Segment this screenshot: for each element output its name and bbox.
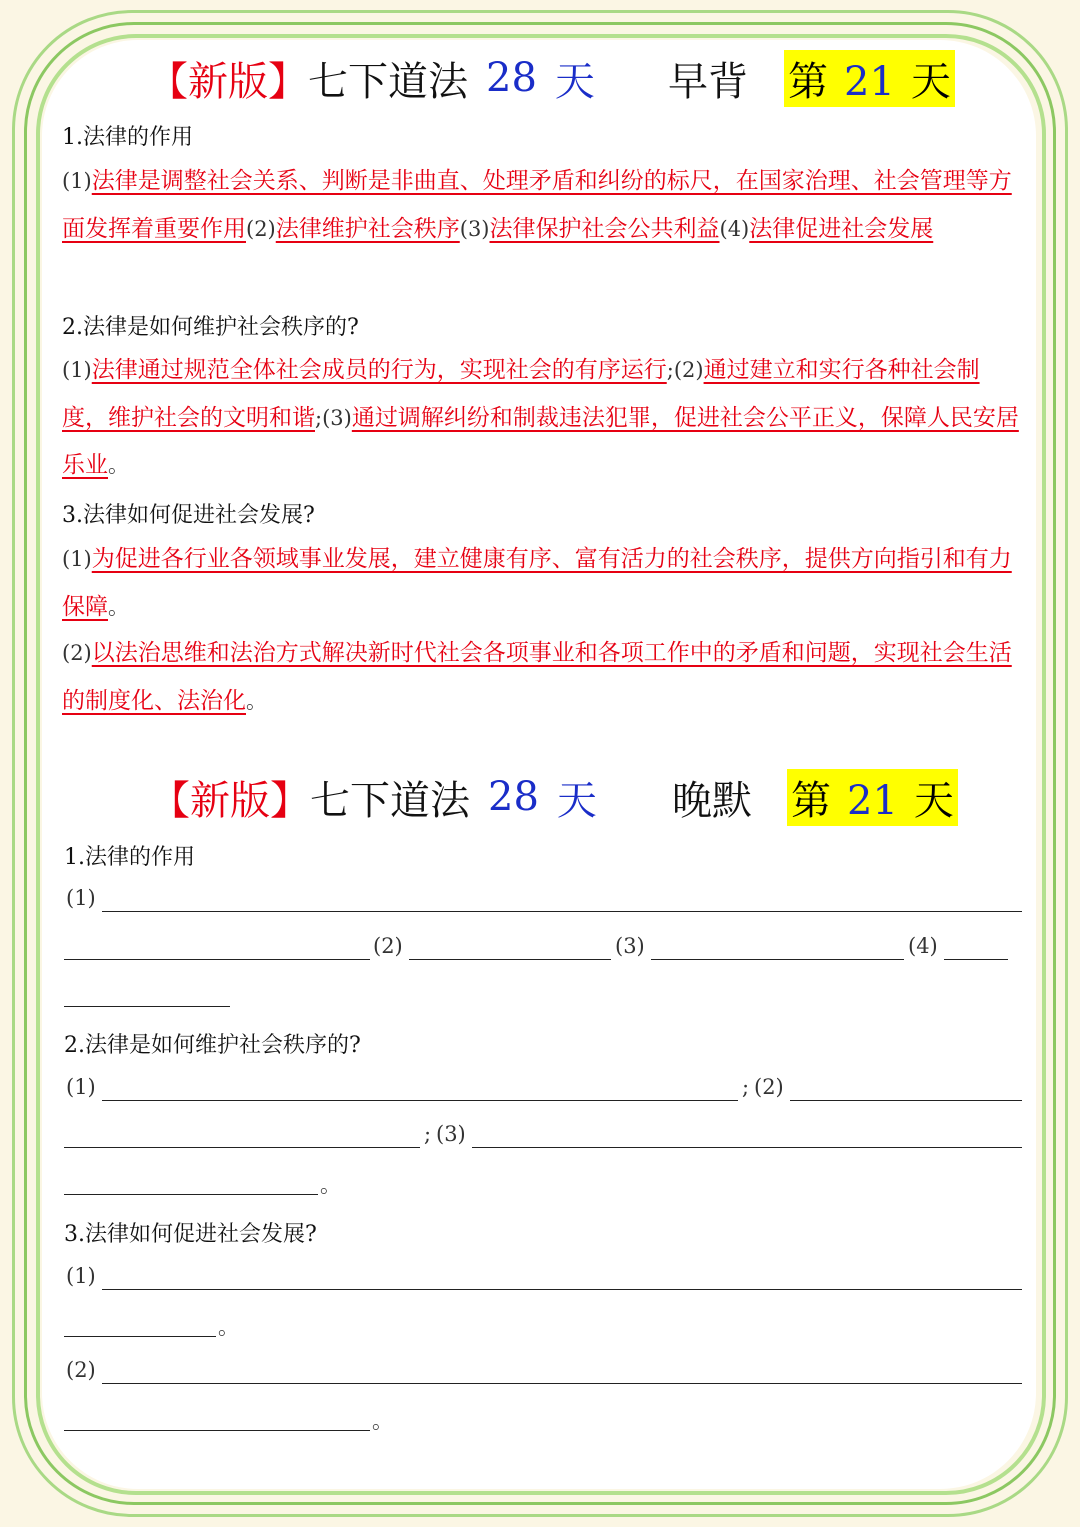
morning-a2 [62, 347, 1022, 490]
part-num: (1) [66, 1264, 96, 1288]
morning-q1: 1.法律的作用 [62, 125, 193, 150]
fill-blank[interactable] [944, 959, 1008, 960]
session-label: 早背 [668, 58, 748, 105]
day-highlight [784, 50, 955, 107]
fill-blank[interactable] [651, 959, 904, 960]
morning-session [668, 48, 748, 108]
answer-text: 法律保护社会公共利益 [489, 215, 720, 242]
separator: ; [742, 1075, 750, 1099]
title-num: 28 [486, 55, 537, 101]
day-num: 21 [847, 777, 898, 824]
part-num: (2) [66, 1358, 96, 1382]
session-label: 晚默 [672, 777, 752, 824]
blank-row [64, 1405, 1024, 1435]
day-suffix: 天 [910, 58, 951, 105]
answer-text: 法律促进社会发展 [749, 215, 934, 242]
fill-blank[interactable] [472, 1147, 1022, 1148]
morning-a3-2 [62, 630, 1022, 725]
day-num: 21 [844, 58, 895, 105]
part-num: (2) [373, 934, 403, 958]
fill-blank[interactable] [64, 1430, 370, 1431]
day-suffix: 天 [913, 777, 954, 824]
day-highlight [787, 769, 958, 826]
fill-blank[interactable] [64, 1006, 230, 1007]
title-subject: 七下道法 [310, 777, 470, 824]
fill-blank[interactable] [790, 1100, 1022, 1101]
part-num: (3) [615, 934, 645, 958]
answer-text: 为促进各行业各领域事业发展，建立健康有序、富有活力的社会秩序，提供方向指引和有力保障 [62, 546, 1012, 620]
separator: 。 [218, 1315, 239, 1339]
answer-text: 法律通过规范全体社会成员的行为，实现社会的有序运行 [91, 357, 667, 383]
title-num: 28 [488, 774, 539, 820]
blank-row [64, 1358, 1024, 1388]
title-day-char: 天 [554, 58, 595, 105]
part-num: (1) [62, 169, 92, 193]
evening-day [787, 767, 958, 827]
morning-q3: 3.法律如何促进社会发展? [62, 503, 315, 528]
morning-day [784, 48, 955, 108]
answer-text: 法律是调整社会关系、判断是非曲直、处理矛盾和纠纷的标尺，在国家治理、社会管理等方面发挥着重要作用 [62, 168, 1012, 242]
part-num: (4) [908, 934, 938, 958]
blank-row [64, 1264, 1024, 1294]
answer-text: 通过建立和实行各种社会制度，维护社会的文明和谐 [62, 357, 980, 431]
answer-text: 法律维护社会秩序 [275, 215, 460, 242]
fill-blank[interactable] [64, 1147, 420, 1148]
answer-text: 通过调解纠纷和制裁违法犯罪，促进社会公平正义，保障人民安居乐业 [62, 404, 1019, 478]
part-num: (2) [754, 1075, 784, 1099]
separator: ; [666, 358, 674, 382]
part-num: (4) [719, 216, 750, 241]
day-prefix: 第 [788, 58, 828, 105]
morning-q2: 2.法律是如何维护社会秩序的? [62, 315, 359, 340]
part-num: (3) [436, 1122, 466, 1146]
part-num: (1) [62, 547, 92, 571]
morning-title [148, 48, 595, 108]
evening-q3: 3.法律如何促进社会发展? [64, 1222, 317, 1247]
separator: 。 [108, 453, 129, 477]
part-num: (1) [62, 358, 92, 382]
part-num: (2) [62, 641, 92, 665]
fill-blank[interactable] [409, 959, 611, 960]
title-day-char: 天 [556, 777, 597, 824]
separator: 。 [320, 1173, 341, 1197]
fill-blank[interactable] [64, 1336, 216, 1337]
blank-row [64, 1311, 1024, 1341]
morning-a1 [62, 158, 1022, 253]
fill-blank[interactable] [64, 1194, 318, 1195]
separator: ; [424, 1122, 432, 1146]
blank-row [64, 1169, 1024, 1199]
separator: 。 [372, 1409, 393, 1433]
fill-blank[interactable] [102, 1100, 738, 1101]
morning-a3-1 [62, 536, 1022, 631]
part-num: (1) [66, 1075, 96, 1099]
evening-q1: 1.法律的作用 [64, 845, 195, 870]
title-bracket: 【新版】 [150, 777, 310, 824]
fill-blank[interactable] [102, 911, 1022, 912]
blank-row [64, 1075, 1024, 1105]
fill-blank[interactable] [102, 1383, 1022, 1384]
blank-row [64, 886, 1024, 916]
title-bracket: 【新版】 [148, 58, 308, 105]
blank-row [64, 1122, 1024, 1152]
separator: 。 [246, 688, 267, 713]
answer-text: 以法治思维和法治方式解决新时代社会各项事业和各项工作中的矛盾和问题，实现社会生活的制度化、法治化 [62, 640, 1012, 714]
part-num: (3) [322, 405, 352, 430]
part-num: (3) [459, 216, 490, 241]
day-prefix: 第 [791, 777, 831, 824]
fill-blank[interactable] [102, 1289, 1022, 1290]
title-subject: 七下道法 [308, 58, 468, 105]
blank-row [64, 934, 1024, 964]
part-num: (2) [673, 358, 704, 382]
evening-session [672, 767, 752, 827]
evening-q2: 2.法律是如何维护社会秩序的? [64, 1033, 361, 1058]
part-num: (1) [66, 886, 96, 910]
separator: ; [315, 405, 323, 430]
blank-row [64, 981, 1024, 1011]
evening-title [150, 767, 597, 827]
fill-blank[interactable] [64, 959, 370, 960]
separator: 。 [108, 594, 129, 619]
part-num: (2) [246, 216, 276, 241]
